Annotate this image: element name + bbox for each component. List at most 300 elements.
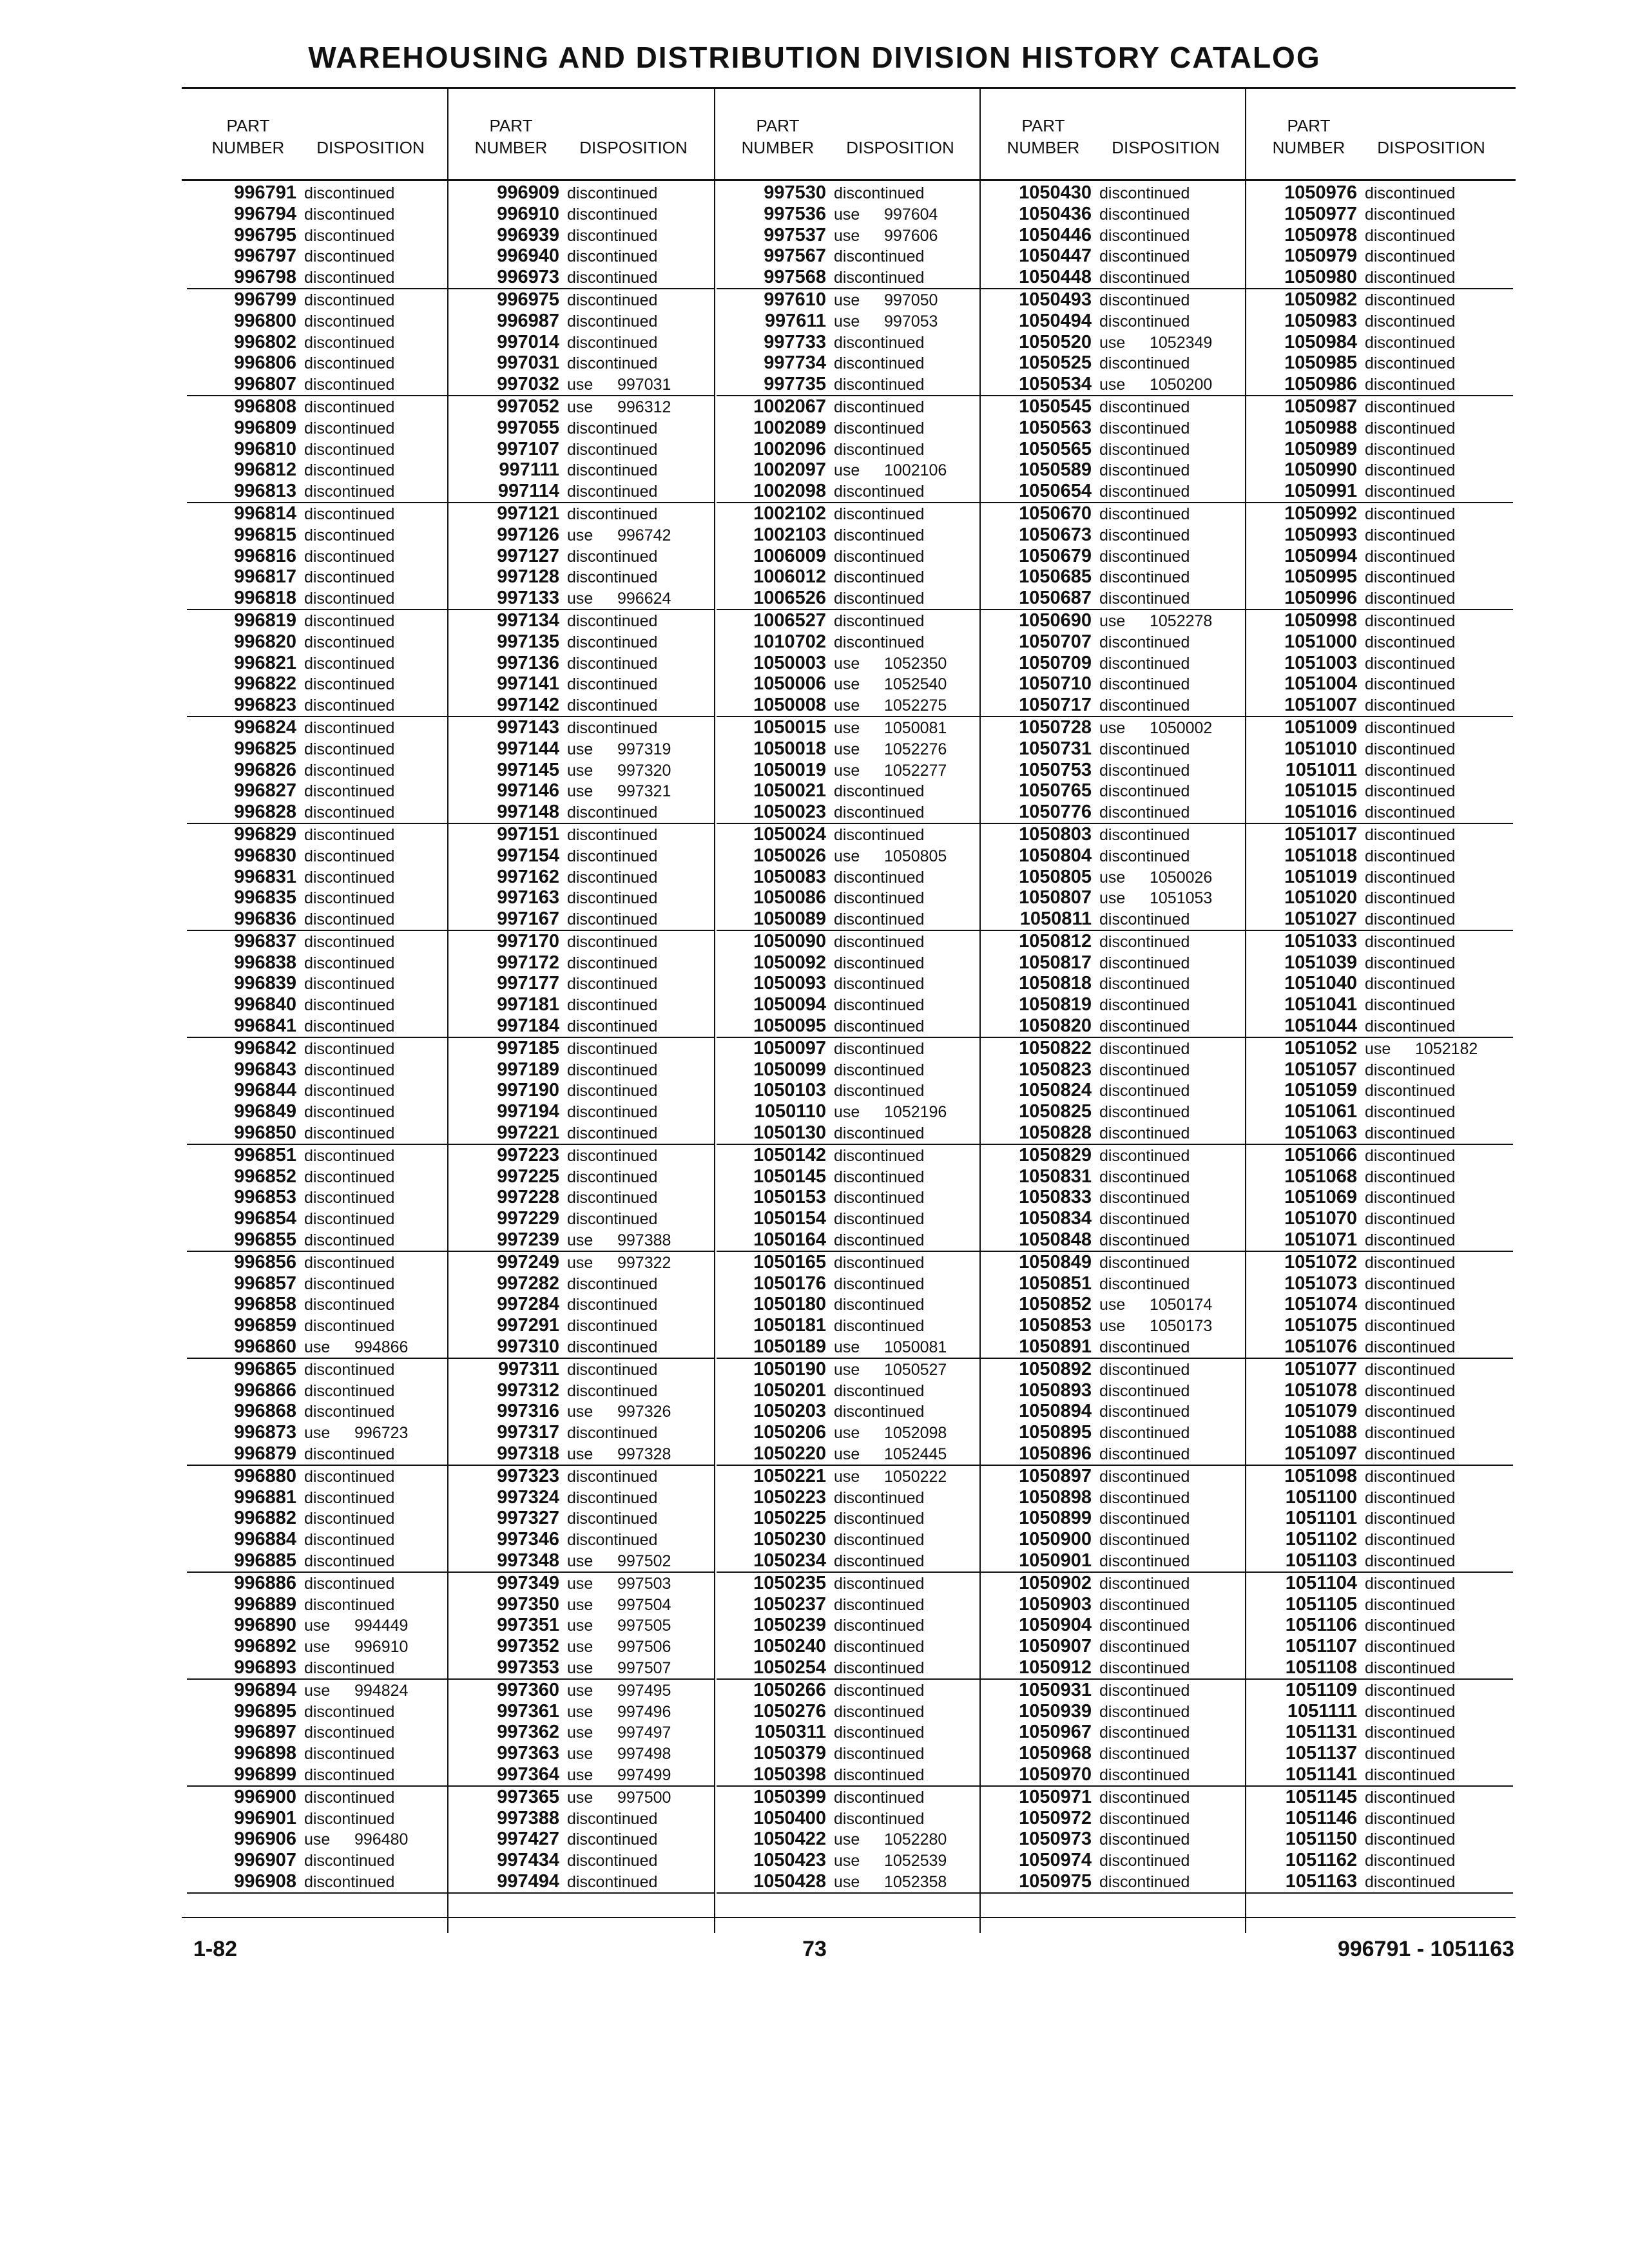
table-row	[1248, 738, 1513, 760]
disposition: discontinued	[304, 889, 395, 908]
disposition: discontinued	[1099, 1253, 1190, 1272]
part-number: 1050893	[1019, 1379, 1092, 1401]
use-label: use	[834, 1360, 860, 1379]
table-row	[187, 1015, 452, 1038]
table-row	[450, 396, 715, 418]
replacement-part-number: 997050	[884, 291, 938, 309]
part-number: 1050181	[753, 1315, 826, 1336]
table-row	[450, 1701, 715, 1722]
part-number: 997388	[497, 1807, 559, 1829]
part-number: 997316	[497, 1401, 559, 1422]
disposition: discontinued	[567, 1082, 658, 1100]
part-number: 996817	[234, 566, 296, 588]
header-part-label: PART	[489, 116, 533, 135]
table-row	[982, 673, 1248, 695]
replacement-part-number: 1052196	[884, 1103, 947, 1122]
disposition: discontinued	[304, 1872, 395, 1891]
replacement-part-number: 997503	[617, 1574, 671, 1593]
table-row	[1248, 1101, 1513, 1122]
disposition: discontinued	[1099, 1274, 1190, 1293]
disposition	[296, 1829, 408, 1850]
table-row	[1248, 1871, 1513, 1894]
table-row	[717, 418, 982, 439]
table-row	[1248, 245, 1513, 267]
table-row	[717, 780, 982, 802]
table-row	[982, 1573, 1248, 1594]
part-number: 996892	[234, 1636, 296, 1657]
replacement-part-number: 997319	[617, 740, 671, 758]
part-number: 996824	[234, 716, 296, 738]
disposition: discontinued	[304, 398, 395, 416]
use-label: use	[567, 1403, 593, 1421]
part-number: 997364	[497, 1763, 559, 1785]
part-number: 997239	[497, 1229, 559, 1251]
part-number: 996854	[234, 1208, 296, 1229]
replacement-part-number: 996723	[354, 1424, 409, 1443]
part-number: 996907	[234, 1850, 296, 1871]
disposition: discontinued	[304, 975, 395, 994]
table-row	[187, 1787, 452, 1808]
table-row	[450, 1229, 715, 1252]
disposition: discontinued	[834, 825, 925, 844]
disposition	[826, 1872, 947, 1893]
disposition: discontinued	[304, 1210, 395, 1229]
disposition: discontinued	[1365, 1788, 1456, 1807]
disposition: discontinued	[567, 825, 658, 844]
table-row	[450, 1294, 715, 1315]
disposition: discontinued	[567, 269, 658, 287]
part-number: 996795	[234, 224, 296, 245]
disposition: discontinued	[304, 205, 395, 224]
use-label: use	[567, 1617, 593, 1635]
disposition: discontinued	[1099, 1809, 1190, 1828]
disposition: discontinued	[834, 1210, 925, 1229]
table-row	[450, 1550, 715, 1573]
disposition: discontinued	[567, 547, 658, 566]
table-row	[187, 1573, 452, 1594]
replacement-part-number: 1052182	[1415, 1039, 1478, 1058]
disposition: discontinued	[834, 354, 925, 373]
part-number: 997291	[497, 1315, 559, 1336]
disposition: discontinued	[567, 312, 658, 331]
disposition: discontinued	[1099, 1852, 1190, 1870]
disposition	[559, 1573, 671, 1595]
table-row	[1248, 1294, 1513, 1315]
table-row	[982, 1487, 1248, 1508]
replacement-part-number: 994824	[354, 1681, 409, 1700]
table-row	[187, 760, 452, 781]
part-number: 1050977	[1284, 203, 1357, 224]
part-number: 997327	[497, 1508, 559, 1529]
use-label: use	[834, 740, 860, 758]
table-row	[1248, 717, 1513, 738]
table-row	[187, 332, 452, 353]
table-row	[1248, 673, 1513, 695]
table-row	[1248, 1145, 1513, 1166]
part-number: 996886	[234, 1572, 296, 1593]
part-number: 1050311	[754, 1722, 826, 1743]
table-row	[187, 1208, 452, 1229]
part-number: 1050971	[1019, 1786, 1092, 1807]
part-number: 997734	[764, 352, 826, 374]
disposition: discontinued	[1365, 1061, 1456, 1079]
part-number: 997249	[497, 1251, 559, 1273]
table-row	[982, 311, 1248, 332]
disposition: discontinued	[1365, 847, 1456, 865]
table-row	[717, 1636, 982, 1657]
part-number: 1050220	[753, 1443, 826, 1465]
part-number: 997362	[497, 1722, 559, 1743]
part-number: 997427	[497, 1829, 559, 1850]
disposition: discontinued	[567, 1831, 658, 1849]
table-row	[717, 459, 982, 481]
part-number: 1050991	[1284, 481, 1357, 502]
part-number: 996839	[234, 973, 296, 994]
disposition	[1092, 1316, 1212, 1337]
use-label: use	[304, 1681, 331, 1700]
part-number: 997611	[764, 310, 826, 331]
table-row	[450, 908, 715, 931]
use-label: use	[834, 1872, 860, 1891]
table-row	[717, 1550, 982, 1573]
disposition: discontinued	[304, 803, 395, 822]
part-number: 997162	[497, 866, 559, 887]
disposition: discontinued	[834, 611, 925, 630]
part-number: 996819	[234, 610, 296, 631]
disposition	[826, 1829, 947, 1850]
replacement-part-number: 1052350	[884, 654, 947, 673]
disposition: discontinued	[567, 1146, 658, 1165]
part-number: 996840	[234, 994, 296, 1015]
disposition: discontinued	[834, 1531, 925, 1550]
disposition: discontinued	[1099, 1231, 1190, 1250]
table-row	[450, 780, 715, 802]
disposition: discontinued	[834, 1317, 925, 1336]
table-row	[982, 1871, 1248, 1894]
table-row	[450, 418, 715, 439]
header-number-label: NUMBER	[211, 138, 285, 157]
table-row	[982, 994, 1248, 1015]
part-number: 996856	[234, 1251, 296, 1273]
disposition: discontinued	[834, 1274, 925, 1293]
use-label: use	[567, 782, 593, 801]
disposition: discontinued	[834, 803, 925, 822]
part-number: 996857	[234, 1273, 296, 1294]
disposition: discontinued	[304, 1852, 395, 1870]
part-number: 1002098	[753, 481, 826, 502]
table-row	[450, 1252, 715, 1273]
table-row	[450, 225, 715, 246]
disposition: discontinued	[834, 932, 925, 951]
disposition	[559, 1637, 671, 1658]
replacement-part-number: 997499	[617, 1765, 671, 1784]
table-row	[187, 1829, 452, 1850]
table-row	[187, 1466, 452, 1487]
table-row	[450, 738, 715, 760]
part-number: 996975	[497, 289, 559, 310]
table-row	[717, 1787, 982, 1808]
part-number: 1050831	[1019, 1166, 1092, 1187]
table-row	[982, 546, 1248, 567]
disposition: discontinued	[834, 419, 925, 437]
part-number: 997311	[497, 1358, 559, 1379]
disposition: discontinued	[1365, 1189, 1456, 1207]
disposition: discontinued	[1099, 910, 1190, 929]
disposition: discontinued	[1365, 205, 1456, 224]
table-row	[982, 1615, 1248, 1636]
part-number: 1050976	[1284, 182, 1357, 203]
disposition: discontinued	[567, 333, 658, 352]
table-row	[1248, 1701, 1513, 1722]
table-row	[1248, 546, 1513, 567]
part-number: 1050891	[1019, 1336, 1092, 1358]
part-number: 996837	[234, 930, 296, 952]
replacement-part-number: 1052445	[884, 1445, 947, 1464]
disposition: discontinued	[834, 889, 925, 908]
table-row	[450, 1336, 715, 1359]
use-label: use	[834, 1338, 860, 1357]
part-number: 996797	[234, 245, 296, 267]
part-number: 997133	[497, 588, 559, 609]
table-row	[450, 1508, 715, 1529]
disposition: discontinued	[1099, 1424, 1190, 1443]
table-row	[187, 887, 452, 908]
table-row	[717, 182, 982, 204]
table-row	[187, 204, 452, 225]
disposition: discontinued	[1099, 996, 1190, 1015]
table-row	[1248, 973, 1513, 994]
table-row	[982, 653, 1248, 674]
table-row	[982, 1380, 1248, 1401]
table-row	[450, 1722, 715, 1743]
disposition: discontinued	[567, 247, 658, 266]
table-row	[717, 503, 982, 524]
disposition: discontinued	[1365, 1403, 1456, 1421]
disposition: discontinued	[567, 440, 658, 459]
table-row	[717, 481, 982, 503]
table-row	[187, 780, 452, 802]
disposition	[826, 739, 947, 760]
disposition: discontinued	[304, 184, 395, 202]
part-number: 1051104	[1285, 1572, 1357, 1593]
use-label: use	[567, 1253, 593, 1272]
table-row	[1248, 1657, 1513, 1680]
part-number: 1050399	[753, 1786, 826, 1807]
disposition: discontinued	[1099, 954, 1190, 972]
header-part-label: PART	[1021, 116, 1065, 135]
disposition: discontinued	[834, 1488, 925, 1507]
part-number: 997353	[497, 1657, 559, 1678]
table-row	[1248, 1487, 1513, 1508]
part-number: 1050673	[1019, 524, 1092, 545]
disposition: discontinued	[1365, 1702, 1456, 1721]
replacement-part-number: 1052280	[884, 1831, 947, 1849]
part-number: 996794	[234, 203, 296, 224]
table-row	[187, 952, 452, 974]
disposition: discontinued	[834, 975, 925, 994]
table-row	[450, 1145, 715, 1166]
part-number: 1050728	[1019, 716, 1092, 738]
disposition: discontinued	[1365, 269, 1456, 287]
disposition: discontinued	[567, 461, 658, 480]
disposition: discontinued	[1099, 1381, 1190, 1400]
disposition: discontinued	[567, 910, 658, 929]
part-number: 1051098	[1284, 1465, 1357, 1486]
table-row	[982, 1015, 1248, 1038]
replacement-part-number: 996480	[354, 1831, 409, 1849]
table-row	[450, 631, 715, 653]
table-row	[982, 973, 1248, 994]
table-row	[450, 1401, 715, 1422]
table-row	[187, 802, 452, 824]
disposition: discontinued	[567, 1189, 658, 1207]
part-number: 996898	[234, 1743, 296, 1764]
part-number: 1050892	[1019, 1358, 1092, 1379]
disposition: discontinued	[1365, 932, 1456, 951]
disposition	[826, 1444, 947, 1465]
table-row	[450, 1359, 715, 1380]
table-row	[717, 994, 982, 1015]
disposition: discontinued	[1365, 996, 1456, 1015]
table-row	[717, 588, 982, 610]
table-row	[1248, 760, 1513, 781]
disposition: discontinued	[1365, 1168, 1456, 1186]
disposition: discontinued	[304, 611, 395, 630]
disposition	[826, 290, 938, 311]
part-number: 997184	[497, 1015, 559, 1037]
disposition: discontinued	[304, 1061, 395, 1079]
disposition: discontinued	[304, 1702, 395, 1721]
part-number: 1050240	[753, 1636, 826, 1657]
disposition: discontinued	[834, 1296, 925, 1314]
disposition: discontinued	[1099, 654, 1190, 673]
table-row	[1248, 566, 1513, 588]
part-number: 996842	[234, 1037, 296, 1059]
disposition	[1357, 1039, 1478, 1060]
table-row	[982, 952, 1248, 974]
disposition: discontinued	[1099, 247, 1190, 266]
part-number: 997146	[497, 780, 559, 802]
table-row	[717, 1466, 982, 1487]
table-row	[717, 311, 982, 332]
part-number: 996893	[234, 1657, 296, 1678]
part-number: 997052	[497, 396, 559, 417]
table-row	[187, 1122, 452, 1145]
table-row	[717, 845, 982, 867]
part-number: 1050095	[753, 1015, 826, 1037]
table-row	[717, 717, 982, 738]
part-number: 996865	[234, 1358, 296, 1379]
part-number: 996822	[234, 673, 296, 695]
disposition: discontinued	[304, 697, 395, 715]
part-number: 1051069	[1284, 1187, 1357, 1208]
table-row	[717, 1657, 982, 1680]
disposition	[559, 1765, 671, 1786]
part-number: 996820	[234, 631, 296, 652]
table-row	[1248, 1273, 1513, 1294]
disposition: discontinued	[834, 1017, 925, 1036]
part-number: 1051097	[1284, 1443, 1357, 1465]
part-number: 1050818	[1019, 973, 1092, 994]
disposition	[826, 1337, 947, 1358]
table-row	[982, 931, 1248, 952]
table-row	[982, 1401, 1248, 1422]
disposition	[296, 1615, 408, 1637]
part-number: 1050254	[753, 1657, 826, 1678]
table-row	[1248, 1059, 1513, 1081]
table-row	[450, 1443, 715, 1466]
replacement-part-number: 1052540	[884, 675, 947, 694]
part-number: 1050493	[1019, 289, 1092, 310]
table-row	[1248, 204, 1513, 225]
disposition: discontinued	[834, 868, 925, 887]
part-number: 997163	[497, 887, 559, 908]
disposition: discontinued	[834, 1381, 925, 1400]
disposition: discontinued	[1365, 1831, 1456, 1849]
part-number: 997537	[764, 224, 826, 245]
disposition: discontinued	[567, 226, 658, 245]
table-row	[187, 439, 452, 460]
table-row	[1248, 1743, 1513, 1764]
part-number: 1050525	[1019, 352, 1092, 374]
part-number: 997346	[497, 1529, 559, 1550]
disposition: discontinued	[567, 889, 658, 908]
part-number: 997126	[497, 524, 559, 545]
part-number: 1050848	[1019, 1229, 1092, 1251]
part-number: 996828	[234, 802, 296, 823]
part-number: 1050446	[1019, 224, 1092, 245]
part-number: 1050545	[1019, 396, 1092, 417]
part-number: 1050967	[1019, 1722, 1092, 1743]
table-row	[982, 374, 1248, 396]
part-number: 996813	[234, 481, 296, 502]
disposition: discontinued	[304, 1658, 395, 1677]
disposition: discontinued	[834, 1809, 925, 1828]
part-number: 1051016	[1284, 802, 1357, 823]
part-number: 1050931	[1019, 1679, 1092, 1700]
part-number: 1051076	[1284, 1336, 1357, 1358]
table-row	[1248, 267, 1513, 289]
part-number: 1050654	[1019, 481, 1092, 502]
table-row	[982, 1294, 1248, 1315]
part-number: 1050998	[1284, 610, 1357, 631]
table-row	[1248, 1038, 1513, 1059]
part-number: 1050494	[1019, 310, 1092, 331]
disposition: discontinued	[834, 954, 925, 972]
table-row	[1248, 1615, 1513, 1636]
use-label: use	[567, 590, 593, 608]
table-row	[450, 588, 715, 610]
part-number: 997121	[497, 503, 559, 524]
table-row	[1248, 332, 1513, 353]
disposition: discontinued	[304, 461, 395, 480]
table-row	[1248, 1508, 1513, 1529]
table-row	[187, 1443, 452, 1466]
table-row	[187, 1808, 452, 1829]
table-row	[187, 225, 452, 246]
part-number: 997055	[497, 417, 559, 438]
table-row	[982, 780, 1248, 802]
part-number: 997568	[764, 267, 826, 288]
use-label: use	[1365, 1039, 1391, 1058]
part-number: 1050834	[1019, 1208, 1092, 1229]
table-row	[187, 1380, 452, 1401]
use-label: use	[1099, 376, 1126, 394]
part-number: 997536	[764, 203, 826, 224]
disposition: discontinued	[1099, 847, 1190, 865]
table-row	[717, 1166, 982, 1187]
disposition	[826, 695, 947, 716]
